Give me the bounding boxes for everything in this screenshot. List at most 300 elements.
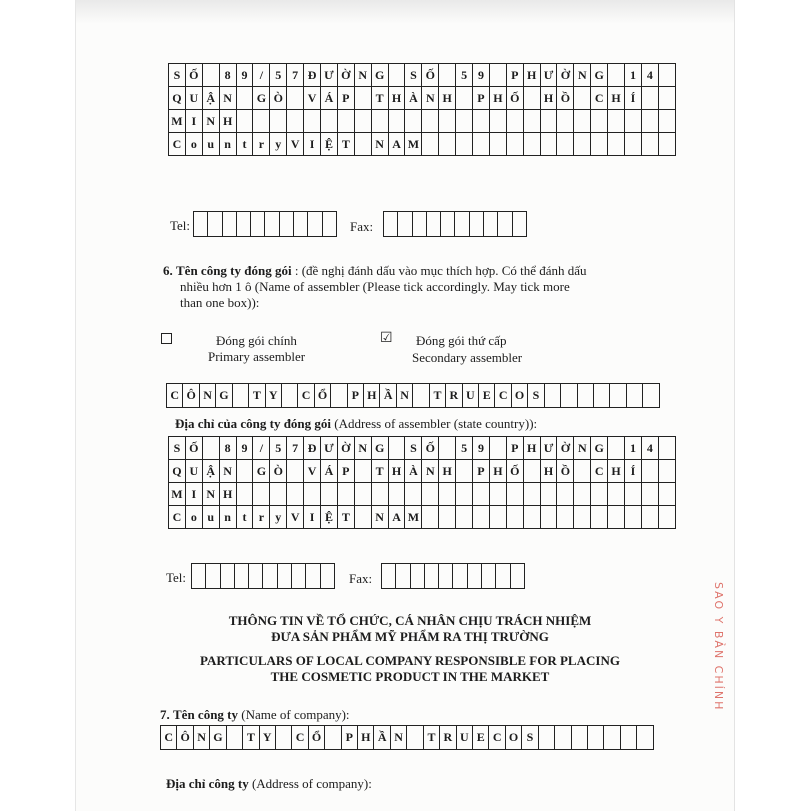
grid-cell: S: [522, 726, 538, 750]
grid-cell: [439, 110, 456, 133]
grid-cell: [206, 564, 220, 589]
grid-cell: Ờ: [557, 437, 574, 460]
assembler-address-grid: [168, 436, 676, 529]
grid-cell: Ư: [321, 437, 338, 460]
grid-cell: [467, 564, 481, 589]
grid-cell: H: [523, 437, 540, 460]
grid-cell: [608, 506, 625, 529]
grid-cell: [658, 460, 675, 483]
grid-cell: [220, 564, 234, 589]
company-address-label: [166, 776, 372, 791]
section6-line2: nhiều hơn 1 ô (Name of assembler (Please tick accordingly. May tick more: [180, 279, 570, 294]
grid-cell: [412, 212, 426, 237]
grid-cell: M: [169, 110, 186, 133]
grid-cell: I: [304, 506, 321, 529]
grid-cell: Ò: [270, 87, 287, 110]
primary-checkbox[interactable]: [161, 333, 172, 344]
grid-cell: 7: [287, 64, 304, 87]
grid-cell: [439, 564, 453, 589]
grid-cell: M: [405, 133, 422, 156]
grid-cell: Ư: [540, 64, 557, 87]
grid-cell: 5: [456, 64, 473, 87]
grid-cell: Ố: [422, 437, 439, 460]
grid-cell: H: [364, 384, 380, 408]
grid-cell: [641, 506, 658, 529]
grid-cell: T: [337, 133, 354, 156]
grid-cell: [523, 133, 540, 156]
grid-cell: [574, 133, 591, 156]
grid-cell: [593, 384, 609, 408]
section6-title: Tên công ty đóng gói: [176, 263, 292, 278]
grid-cell: n: [219, 506, 236, 529]
grid-cell: [426, 212, 440, 237]
section7-line: [160, 707, 350, 722]
grid-cell: Ò: [270, 460, 287, 483]
grid-cell: [540, 506, 557, 529]
grid-cell: [304, 110, 321, 133]
heading-vi-2: ĐƯA SẢN PHẨM MỸ PHẨM RA THỊ TRƯỜNG: [271, 629, 549, 644]
grid-row: [384, 212, 527, 237]
grid-cell: [577, 384, 593, 408]
grid-cell: [591, 506, 608, 529]
grid-cell: [192, 564, 206, 589]
grid-cell: M: [405, 506, 422, 529]
grid-cell: S: [405, 437, 422, 460]
grid-row: [169, 64, 676, 87]
grid-cell: [658, 110, 675, 133]
grid-cell: C: [495, 384, 511, 408]
grid-cell: R: [440, 726, 456, 750]
grid-cell: [574, 506, 591, 529]
grid-cell: [482, 564, 496, 589]
grid-cell: [620, 726, 636, 750]
grid-cell: T: [371, 87, 388, 110]
grid-cell: N: [199, 384, 215, 408]
grid-row: [169, 437, 676, 460]
grid-cell: u: [202, 506, 219, 529]
grid-cell: G: [371, 437, 388, 460]
grid-cell: [561, 384, 577, 408]
grid-cell: S: [528, 384, 544, 408]
grid-cell: [574, 483, 591, 506]
grid-cell: [626, 384, 642, 408]
grid-cell: N: [422, 87, 439, 110]
section6-line3: than one box)):: [180, 295, 260, 310]
grid-cell: [608, 133, 625, 156]
grid-cell: G: [253, 87, 270, 110]
secondary-checkbox-icon[interactable]: ☑: [380, 330, 393, 346]
grid-row: [194, 212, 337, 237]
grid-cell: Á: [321, 460, 338, 483]
grid-cell: C: [591, 460, 608, 483]
grid-cell: P: [341, 726, 357, 750]
grid-cell: Ổ: [308, 726, 324, 750]
grid-cell: [523, 483, 540, 506]
grid-cell: H: [489, 460, 506, 483]
section7-number: 7.: [160, 707, 170, 722]
grid-cell: G: [253, 460, 270, 483]
grid-cell: [641, 133, 658, 156]
grid-cell: [489, 506, 506, 529]
grid-cell: [281, 384, 297, 408]
grid-cell: G: [591, 437, 608, 460]
grid-cell: 5: [270, 64, 287, 87]
grid-cell: [422, 133, 439, 156]
grid-row: [169, 133, 676, 156]
grid-cell: Ờ: [337, 437, 354, 460]
grid-row: [382, 564, 525, 589]
grid-cell: Ố: [185, 437, 202, 460]
grid-cell: P: [337, 87, 354, 110]
grid-cell: G: [371, 64, 388, 87]
grid-cell: N: [219, 87, 236, 110]
grid-cell: C: [489, 726, 505, 750]
grid-cell: H: [608, 87, 625, 110]
grid-cell: V: [287, 133, 304, 156]
grid-cell: [236, 460, 253, 483]
grid-cell: [544, 384, 560, 408]
grid-cell: 1: [625, 64, 642, 87]
grid-cell: [489, 437, 506, 460]
grid-cell: [608, 437, 625, 460]
grid-cell: N: [202, 110, 219, 133]
grid-row: [161, 726, 654, 750]
grid-cell: [496, 564, 510, 589]
grid-cell: Ô: [177, 726, 193, 750]
grid-cell: [292, 564, 306, 589]
grid-cell: [571, 726, 587, 750]
grid-cell: [439, 64, 456, 87]
grid-cell: [384, 212, 398, 237]
grid-cell: [410, 564, 424, 589]
grid-cell: [439, 437, 456, 460]
grid-cell: 9: [236, 437, 253, 460]
grid-cell: Ố: [185, 64, 202, 87]
grid-cell: [489, 64, 506, 87]
grid-cell: Y: [259, 726, 275, 750]
grid-cell: C: [169, 133, 186, 156]
grid-cell: [456, 133, 473, 156]
grid-cell: [287, 110, 304, 133]
grid-cell: H: [388, 460, 405, 483]
grid-cell: [557, 483, 574, 506]
red-stamp: SAO Y BẢN CHÍNH: [712, 582, 725, 712]
grid-cell: [270, 483, 287, 506]
grid-row: [169, 110, 676, 133]
section6-line1-rest: : (đề nghị đánh dấu vào mục thích hợp. Có thể đánh dấu: [291, 263, 587, 278]
grid-cell: [439, 506, 456, 529]
grid-cell: 9: [236, 64, 253, 87]
grid-cell: Ô: [183, 384, 199, 408]
assembler-name-grid: [166, 383, 660, 408]
grid-cell: [557, 110, 574, 133]
grid-cell: [337, 483, 354, 506]
grid-cell: [202, 437, 219, 460]
grid-cell: [320, 564, 334, 589]
grid-cell: C: [167, 384, 183, 408]
grid-cell: A: [388, 133, 405, 156]
grid-cell: E: [479, 384, 495, 408]
grid-cell: Í: [625, 460, 642, 483]
grid-cell: [574, 110, 591, 133]
grid-cell: 9: [473, 64, 490, 87]
grid-cell: [354, 133, 371, 156]
grid-cell: [306, 564, 320, 589]
grid-cell: Ậ: [202, 460, 219, 483]
grid-cell: Ờ: [557, 64, 574, 87]
grid-cell: T: [337, 506, 354, 529]
secondary-vi: Đóng gói thứ cấp: [416, 333, 507, 348]
grid-cell: S: [169, 64, 186, 87]
grid-cell: H: [523, 64, 540, 87]
grid-cell: [591, 133, 608, 156]
grid-cell: [441, 212, 455, 237]
grid-cell: À: [405, 460, 422, 483]
grid-cell: [658, 133, 675, 156]
grid-cell: [489, 483, 506, 506]
tel-grid-2: [191, 563, 335, 589]
primary-vi: Đóng gói chính: [216, 333, 297, 348]
grid-cell: [658, 64, 675, 87]
grid-cell: P: [473, 460, 490, 483]
grid-cell: [236, 212, 250, 237]
grid-cell: [523, 506, 540, 529]
section7-title: Tên công ty: [173, 707, 238, 722]
grid-cell: [604, 726, 620, 750]
grid-cell: H: [358, 726, 374, 750]
grid-cell: H: [540, 460, 557, 483]
grid-cell: [608, 64, 625, 87]
grid-cell: C: [591, 87, 608, 110]
grid-cell: [469, 212, 483, 237]
grid-cell: [277, 564, 291, 589]
grid-cell: [625, 133, 642, 156]
grid-cell: [337, 110, 354, 133]
grid-cell: Ố: [506, 87, 523, 110]
grid-row: [169, 483, 676, 506]
grid-cell: Ầ: [380, 384, 396, 408]
grid-cell: [658, 483, 675, 506]
grid-cell: H: [439, 460, 456, 483]
grid-cell: [506, 133, 523, 156]
grid-cell: 4: [641, 437, 658, 460]
company-address-label-rest: (Address of company):: [248, 776, 372, 791]
grid-cell: [456, 110, 473, 133]
grid-cell: /: [253, 437, 270, 460]
grid-cell: [538, 726, 554, 750]
grid-cell: Ố: [422, 64, 439, 87]
grid-cell: R: [446, 384, 462, 408]
grid-cell: P: [506, 437, 523, 460]
grid-cell: [208, 212, 222, 237]
grid-cell: Q: [169, 460, 186, 483]
grid-cell: N: [390, 726, 406, 750]
grid-cell: [422, 506, 439, 529]
grid-cell: [557, 133, 574, 156]
grid-cell: [321, 110, 338, 133]
grid-cell: 8: [219, 64, 236, 87]
heading-en-1: PARTICULARS OF LOCAL COMPANY RESPONSIBLE FOR PLACING: [200, 653, 620, 668]
grid-cell: t: [236, 506, 253, 529]
grid-cell: [287, 87, 304, 110]
grid-cell: Ệ: [321, 506, 338, 529]
primary-en: Primary assembler: [208, 349, 306, 364]
grid-cell: [371, 110, 388, 133]
grid-cell: Ệ: [321, 133, 338, 156]
grid-cell: [510, 564, 524, 589]
grid-row: [169, 460, 676, 483]
fax-label-1: Fax:: [350, 219, 374, 234]
grid-cell: N: [202, 483, 219, 506]
grid-cell: 4: [641, 64, 658, 87]
secondary-en: Secondary assembler: [412, 350, 523, 365]
grid-cell: Ầ: [374, 726, 390, 750]
heading-vi-1: THÔNG TIN VỀ TỔ CHỨC, CÁ NHÂN CHỊU TRÁCH NHIỆM: [228, 613, 592, 628]
grid-cell: Á: [321, 87, 338, 110]
grid-cell: G: [591, 64, 608, 87]
grid-cell: [512, 212, 526, 237]
grid-cell: M: [169, 483, 186, 506]
grid-cell: N: [193, 726, 209, 750]
grid-cell: [270, 110, 287, 133]
grid-cell: [658, 506, 675, 529]
grid-cell: [439, 483, 456, 506]
grid-cell: Ồ: [557, 87, 574, 110]
grid-cell: [263, 564, 277, 589]
grid-cell: P: [337, 460, 354, 483]
grid-cell: [658, 87, 675, 110]
grid-cell: o: [185, 133, 202, 156]
section7-rest: (Name of company):: [238, 707, 350, 722]
grid-cell: [321, 483, 338, 506]
grid-cell: T: [249, 384, 265, 408]
grid-cell: [456, 506, 473, 529]
grid-cell: [388, 437, 405, 460]
grid-cell: [413, 384, 429, 408]
grid-cell: [232, 384, 248, 408]
grid-cell: V: [287, 506, 304, 529]
grid-cell: [453, 564, 467, 589]
grid-cell: [523, 87, 540, 110]
grid-cell: [407, 726, 423, 750]
grid-cell: [473, 133, 490, 156]
grid-cell: [424, 564, 438, 589]
grid-cell: [236, 87, 253, 110]
grid-cell: Ố: [506, 460, 523, 483]
grid-cell: [354, 460, 371, 483]
grid-cell: N: [574, 437, 591, 460]
section6-line1: [163, 263, 587, 278]
grid-cell: [574, 87, 591, 110]
grid-cell: V: [304, 87, 321, 110]
grid-cell: [591, 110, 608, 133]
grid-cell: [625, 506, 642, 529]
grid-row: [169, 506, 676, 529]
grid-cell: [371, 483, 388, 506]
fax-grid-2: [381, 563, 525, 589]
grid-cell: N: [354, 437, 371, 460]
grid-cell: n: [219, 133, 236, 156]
grid-cell: [473, 506, 490, 529]
grid-cell: [405, 483, 422, 506]
grid-cell: [388, 483, 405, 506]
grid-cell: H: [540, 87, 557, 110]
grid-cell: [587, 726, 603, 750]
grid-cell: 5: [456, 437, 473, 460]
grid-cell: N: [574, 64, 591, 87]
grid-cell: t: [236, 133, 253, 156]
grid-cell: P: [506, 64, 523, 87]
assembler-address-label: [175, 416, 537, 431]
grid-cell: [641, 460, 658, 483]
grid-cell: [456, 483, 473, 506]
section6-number: 6.: [163, 263, 173, 278]
grid-cell: O: [511, 384, 527, 408]
grid-cell: Í: [625, 87, 642, 110]
grid-cell: V: [304, 460, 321, 483]
grid-cell: S: [405, 64, 422, 87]
grid-cell: [382, 564, 396, 589]
grid-cell: [523, 460, 540, 483]
grid-cell: [251, 212, 265, 237]
grid-cell: Ồ: [557, 460, 574, 483]
grid-cell: [641, 483, 658, 506]
grid-cell: Đ: [304, 437, 321, 460]
grid-cell: N: [396, 384, 412, 408]
grid-cell: H: [439, 87, 456, 110]
grid-cell: [456, 460, 473, 483]
grid-cell: G: [216, 384, 232, 408]
grid-cell: 9: [473, 437, 490, 460]
grid-cell: Ư: [321, 64, 338, 87]
grid-cell: [591, 483, 608, 506]
grid-cell: [608, 110, 625, 133]
grid-cell: [236, 483, 253, 506]
grid-cell: y: [270, 133, 287, 156]
grid-cell: T: [429, 384, 445, 408]
grid-row: [169, 87, 676, 110]
grid-cell: N: [354, 64, 371, 87]
grid-cell: [202, 64, 219, 87]
grid-cell: [473, 110, 490, 133]
grid-cell: [294, 212, 308, 237]
grid-cell: H: [489, 87, 506, 110]
grid-cell: [473, 483, 490, 506]
grid-cell: U: [456, 726, 472, 750]
grid-cell: [275, 726, 291, 750]
grid-cell: [523, 110, 540, 133]
grid-cell: [540, 110, 557, 133]
grid-cell: H: [219, 110, 236, 133]
tel-label-2: Tel:: [166, 570, 187, 585]
grid-cell: N: [371, 506, 388, 529]
grid-cell: [279, 212, 293, 237]
grid-cell: [194, 212, 208, 237]
grid-cell: C: [161, 726, 177, 750]
grid-cell: Ổ: [314, 384, 330, 408]
grid-cell: N: [422, 460, 439, 483]
fax-grid-1: [383, 211, 527, 237]
grid-cell: C: [292, 726, 308, 750]
grid-cell: [354, 506, 371, 529]
grid-cell: [574, 460, 591, 483]
grid-cell: [608, 483, 625, 506]
grid-cell: [456, 87, 473, 110]
assembler-address-label-bold: Địa chỉ của công ty đóng gói: [175, 416, 332, 431]
grid-cell: Đ: [304, 64, 321, 87]
grid-cell: U: [185, 87, 202, 110]
grid-cell: [325, 726, 341, 750]
